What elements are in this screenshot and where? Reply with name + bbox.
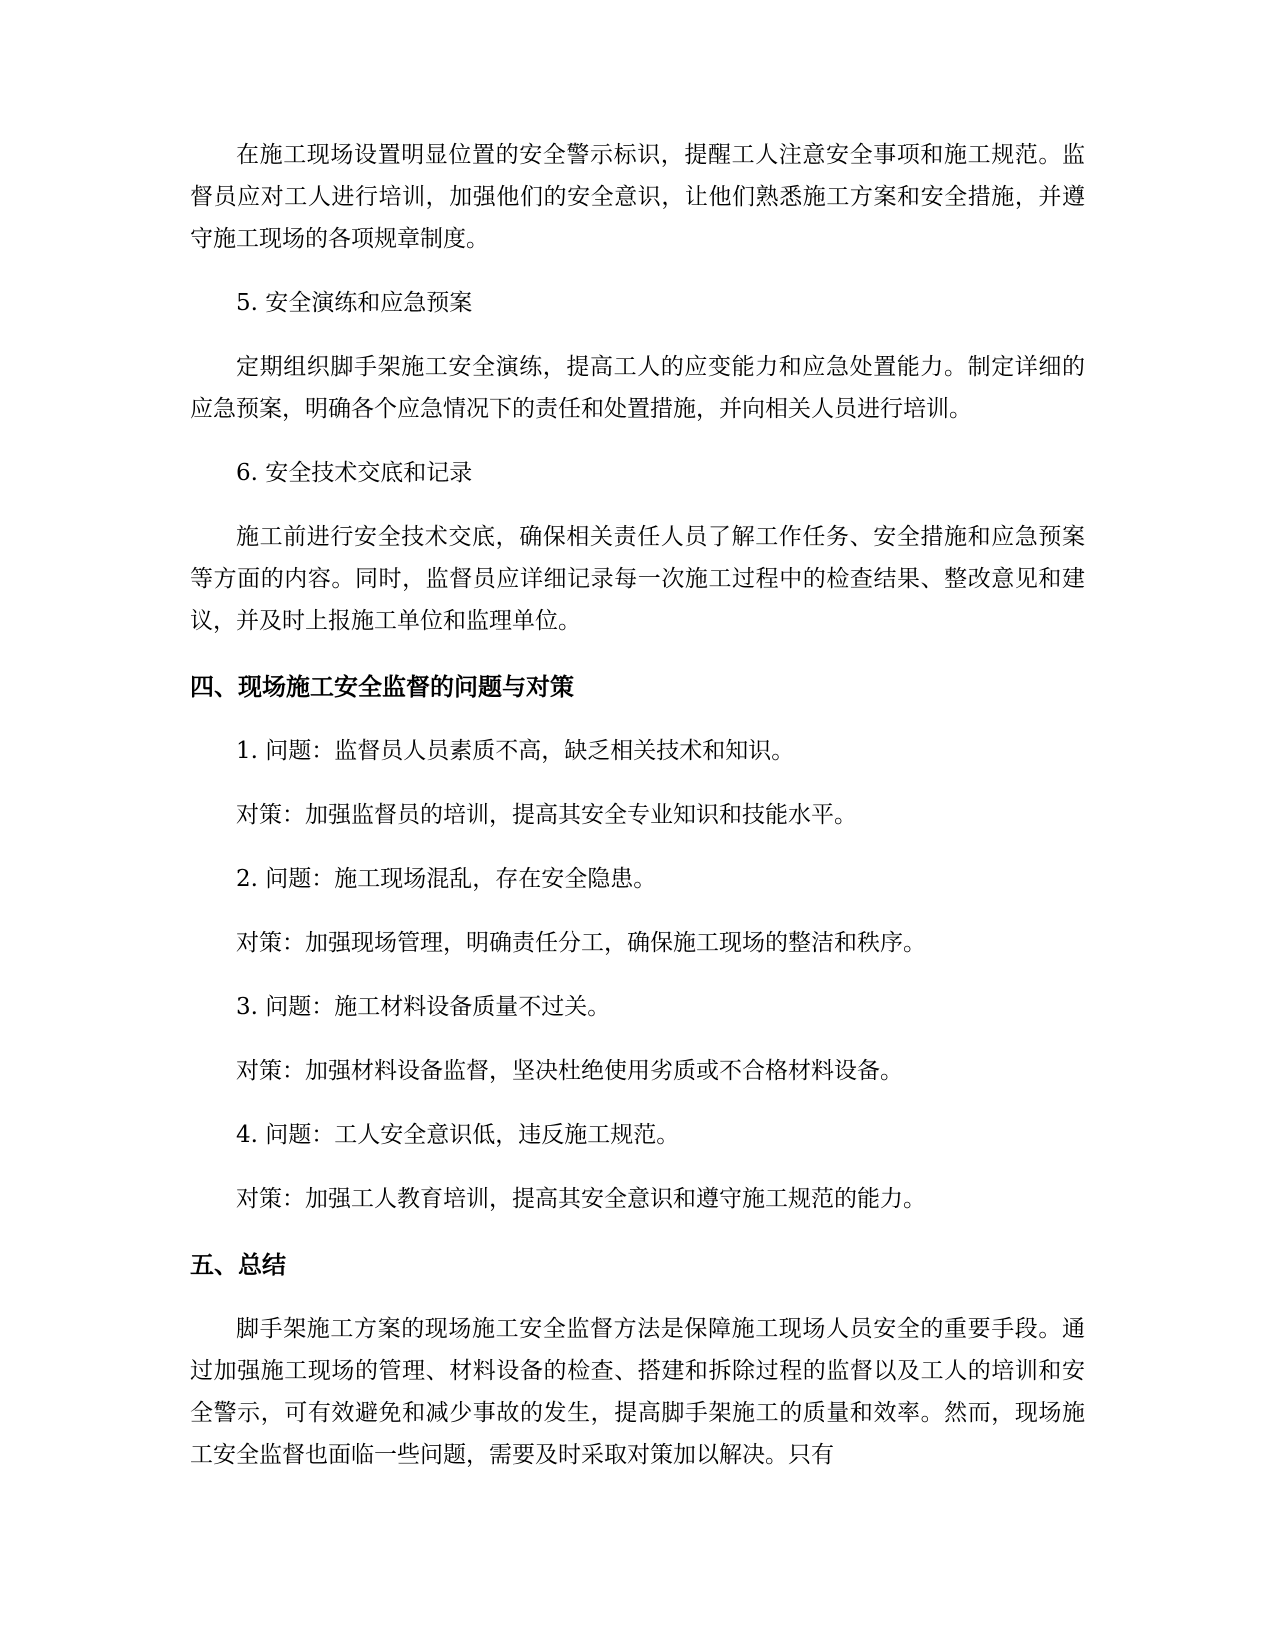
paragraph-2: 定期组织脚手架施工安全演练，提高工人的应变能力和应急处置能力。制定详细的应急预案，明确各个应急情况下的责任和处置措施，并向相关人员进行培训。 xyxy=(190,354,1085,422)
section-5-title: 5. 安全演练和应急预案 xyxy=(236,290,473,316)
answer-4: 对策：加强工人教育培训，提高其安全意识和遵守施工规范的能力。 xyxy=(236,1186,926,1212)
heading-section-5: 五、总结 xyxy=(190,1251,286,1279)
paragraph-3: 施工前进行安全技术交底，确保相关责任人员了解工作任务、安全措施和应急预案等方面的内容。同时，监督员应详细记录每一次施工过程中的检查结果、整改意见和建议，并及时上报施工单位和监理单位。 xyxy=(190,524,1085,634)
heading-section-4: 四、现场施工安全监督的问题与对策 xyxy=(190,673,574,701)
question-3: 3. 问题：施工材料设备质量不过关。 xyxy=(236,994,611,1020)
answer-2: 对策：加强现场管理，明确责任分工，确保施工现场的整洁和秩序。 xyxy=(236,930,926,956)
question-2: 2. 问题：施工现场混乱，存在安全隐患。 xyxy=(236,866,657,892)
section-6-title: 6. 安全技术交底和记录 xyxy=(236,460,473,486)
answer-3: 对策：加强材料设备监督，坚决杜绝使用劣质或不合格材料设备。 xyxy=(236,1058,903,1084)
question-1: 1. 问题：监督员人员素质不高，缺乏相关技术和知识。 xyxy=(236,738,795,764)
paragraph-4: 脚手架施工方案的现场施工安全监督方法是保障施工现场人员安全的重要手段。通过加强施工现场的管理、材料设备的检查、搭建和拆除过程的监督以及工人的培训和安全警示，可有效避免和减少事故的发生，提高脚手架施工的质量和效率。然而，现场施工安全监督也面临一些问题，需要及时采取对策加以解决。只有 xyxy=(190,1316,1085,1468)
answer-1: 对策：加强监督员的培训，提高其安全专业知识和技能水平。 xyxy=(236,802,857,828)
question-4: 4. 问题：工人安全意识低，违反施工规范。 xyxy=(236,1122,680,1148)
paragraph-1: 在施工现场设置明显位置的安全警示标识，提醒工人注意安全事项和施工规范。监督员应对工人进行培训，加强他们的安全意识，让他们熟悉施工方案和安全措施，并遵守施工现场的各项规章制度。 xyxy=(190,142,1085,252)
